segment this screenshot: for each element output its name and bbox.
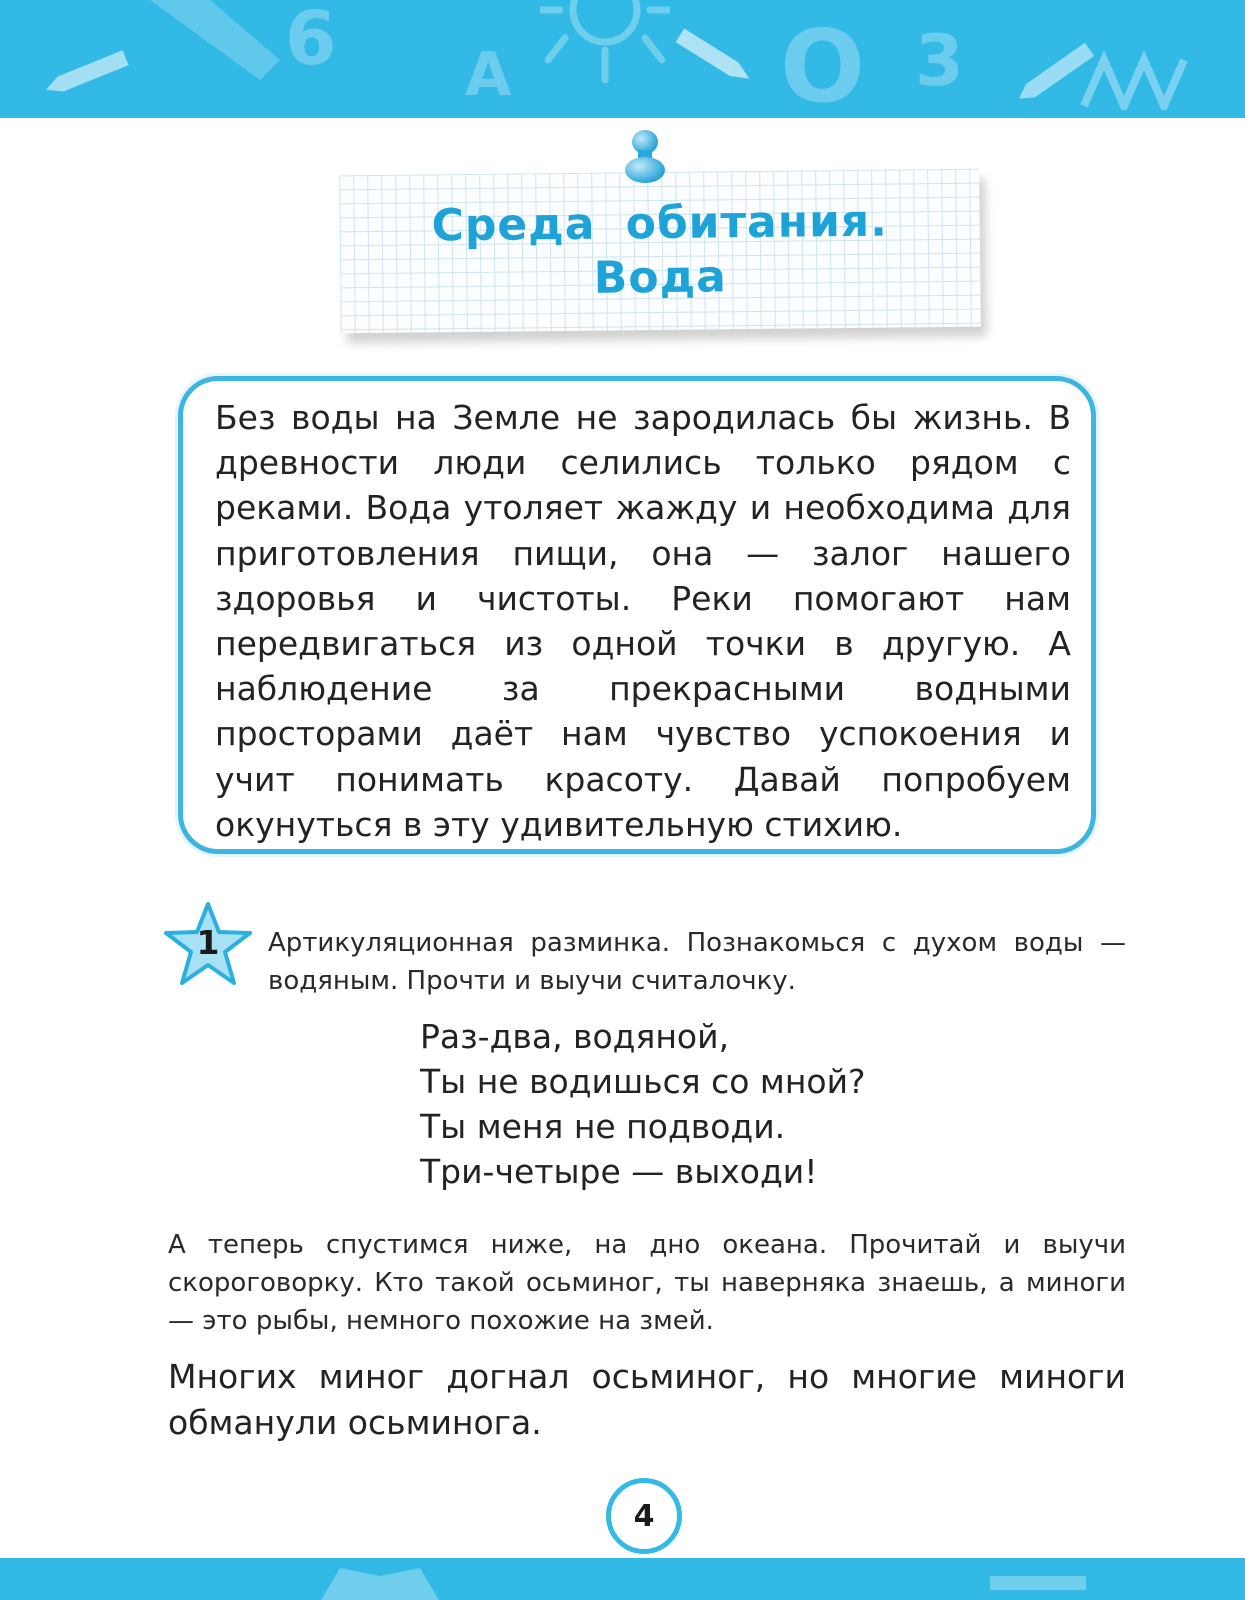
page-title-line2: Вода: [593, 251, 728, 304]
book-icon: [320, 1562, 440, 1600]
poem: [420, 1014, 866, 1194]
tongue-twister: Многих миног догнал осьминог, но многие миноги обманули осьминога.: [168, 1357, 1126, 1442]
intro-text: Без воды на Земле не зародилась бы жизнь. В древности люди селились только рядом с реками. Вода утоляет жажду и необходима для приготовления пищи, она — залог нашего здоровья и чистоты. Реки помогают нам передвигаться из одной точки в другую. А наблюдение за прекрасными водными просторами даёт нам чувство успокоения и учит понимать красоту. Давай попробуем окунуться в эту удивительную стихию.: [215, 398, 1071, 844]
poem-line: Ты меня не подводи.: [420, 1107, 786, 1146]
pencil-icon: [40, 46, 140, 96]
decor-digit-3: 3: [915, 20, 964, 102]
poem-line: Три-четыре — выходи!: [420, 1152, 818, 1191]
footer-band: [0, 1558, 1245, 1600]
intro-box: [178, 376, 1096, 854]
poem-line: Раз-два, водяной,: [420, 1017, 730, 1056]
poem-line: Ты не водишься со мной?: [420, 1062, 866, 1101]
pencil-icon: [668, 26, 758, 86]
decor-digit-6: 6: [285, 0, 337, 82]
task-number: 1: [196, 923, 220, 962]
pushpin-icon: [622, 128, 668, 188]
title-card: [339, 169, 981, 334]
ruler-icon: [150, 0, 280, 80]
page-number-badge: [606, 1478, 682, 1554]
pencil-icon: [980, 1564, 1100, 1600]
sun-icon: [540, 0, 670, 100]
ocean-paragraph: А теперь спустимся ниже, на дно океана. Прочитай и выучи скороговорку. Кто такой осьминог, ты наверняка знаешь, а миноги — это рыбы, немного похожие на змей.: [168, 1230, 1126, 1336]
page-title-line1: Среда обитания.: [431, 195, 889, 252]
decor-letter-o: О: [780, 8, 866, 118]
header-band: [0, 0, 1245, 118]
task-instruction: Артикуляционная разминка. Познакомься с духом воды — водяным. Прочти и выучи считалочку.: [268, 928, 1126, 996]
zigzag-icon: [1080, 50, 1190, 110]
decor-letter-a: А: [465, 40, 512, 110]
page-number: 4: [633, 1499, 655, 1534]
